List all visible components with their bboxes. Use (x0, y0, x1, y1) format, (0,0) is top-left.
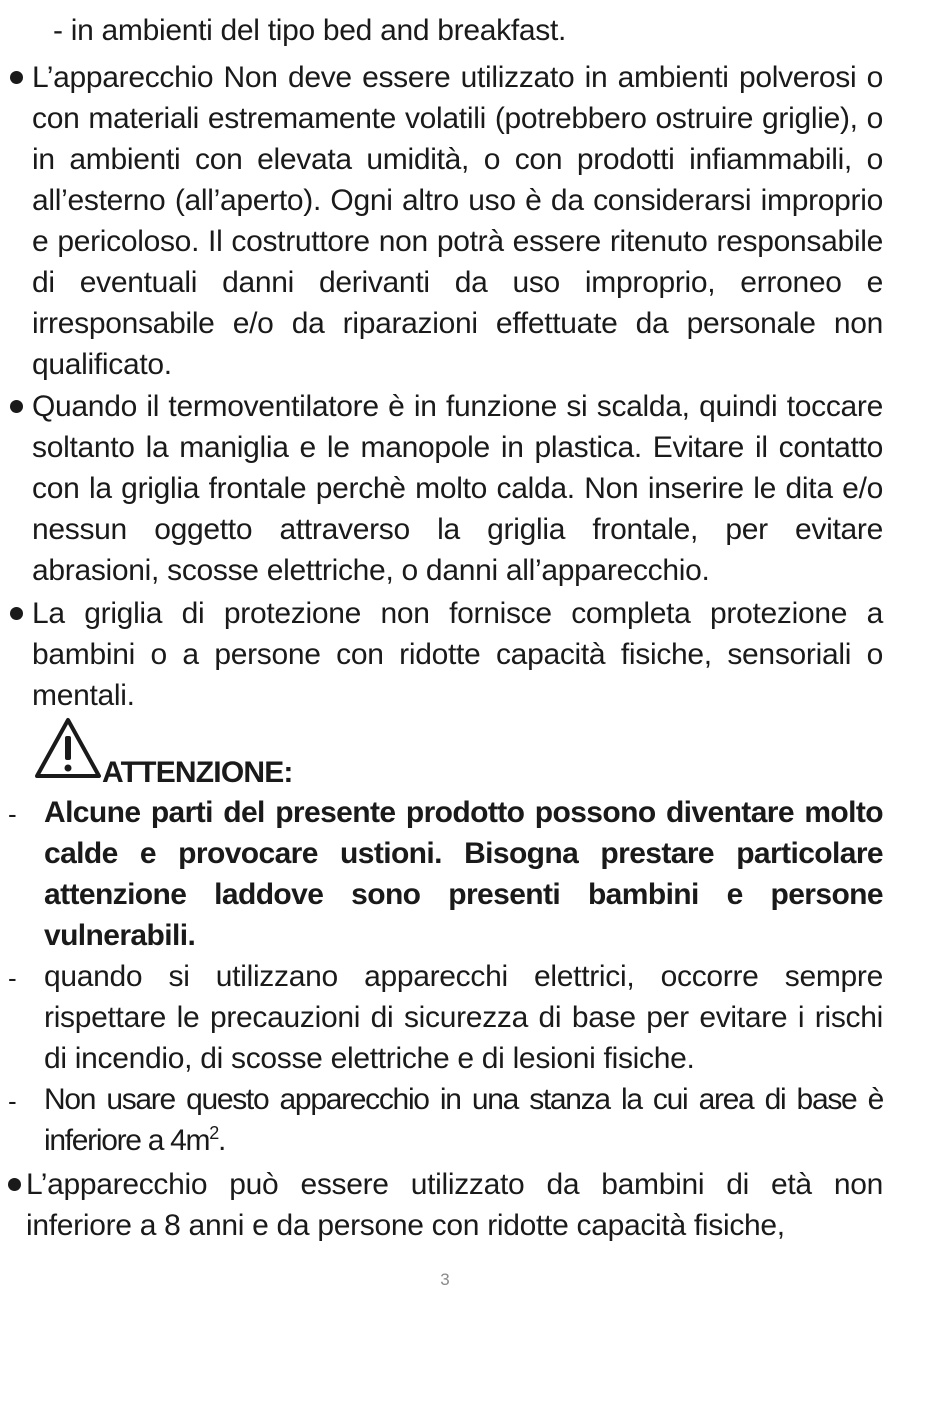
page-number: 3 (440, 1270, 450, 1289)
bullet-marker (10, 607, 23, 620)
bullet-item-3: La griglia di protezione non fornisce completa protezione a bambini o a persone con ridotte capacità fisiche, sensoriali o mentali. (32, 597, 883, 712)
dash-item-2: quando si utilizzano apparecchi elettrici, occorre sempre rispettare le precauzioni di sicurezza di base per evitare i rischi di incendio, di scosse elettriche e di lesioni fisiche. (44, 960, 883, 1075)
bullet-item-2: Quando il termoventilatore è in funzione si scalda, quindi toccare soltanto la maniglia e le manopole in plastica. Evitare il contatto con la griglia frontale perchè molto calda. Non inserire le dita e/o nessun oggetto attraverso la griglia frontale, per evitare abrasioni, scosse elettriche, o danni all’apparecchio. (32, 390, 883, 587)
area-exponent: 2 (209, 1123, 218, 1143)
bullet-item-1: L’apparecchio Non deve essere utilizzato in ambienti polverosi o con materiali estremamente volatili (potrebbero ostruire griglie), o in ambienti con elevata umidità, o con prodotti infiammabili, o all’esterno (all’aperto). Ogni altro uso è da considerarsi improprio e pericoloso. Il costruttore non potrà essere ritenuto responsabile di eventuali danni derivanti da uso improprio, erroneo e irresponsabile e/o da riparazioni effettuate da personale non qualificato. (32, 61, 883, 381)
bullet-marker (10, 400, 23, 413)
bullet-item-4: L’apparecchio può essere utilizzato da bambini di età non inferiore a 8 anni e da persone con ridotte capacità fisiche, (26, 1168, 883, 1242)
warning-triangle-icon (33, 716, 103, 780)
dash-marker: - (8, 1086, 17, 1116)
dash-item-3 (44, 1079, 883, 1161)
dash-item-3-text: Non usare questo apparecchio in una stanza la cui area di base è inferiore a 4m (44, 1083, 883, 1157)
intro-line: - in ambienti del tipo bed and breakfast. (53, 14, 567, 47)
bullet-marker (8, 1178, 21, 1191)
dash-item-1: Alcune parti del presente prodotto possono diventare molto calde e provocare ustioni. Bisogna prestare particolare attenzione laddove sono presenti bambini e persone vulnerabili. (44, 796, 883, 952)
dash-marker: - (8, 963, 17, 993)
area-suffix: . (217, 1124, 225, 1157)
bullet-marker (10, 71, 23, 84)
warning-label: ATTENZIONE: (102, 756, 293, 789)
dash-marker: - (8, 799, 17, 829)
